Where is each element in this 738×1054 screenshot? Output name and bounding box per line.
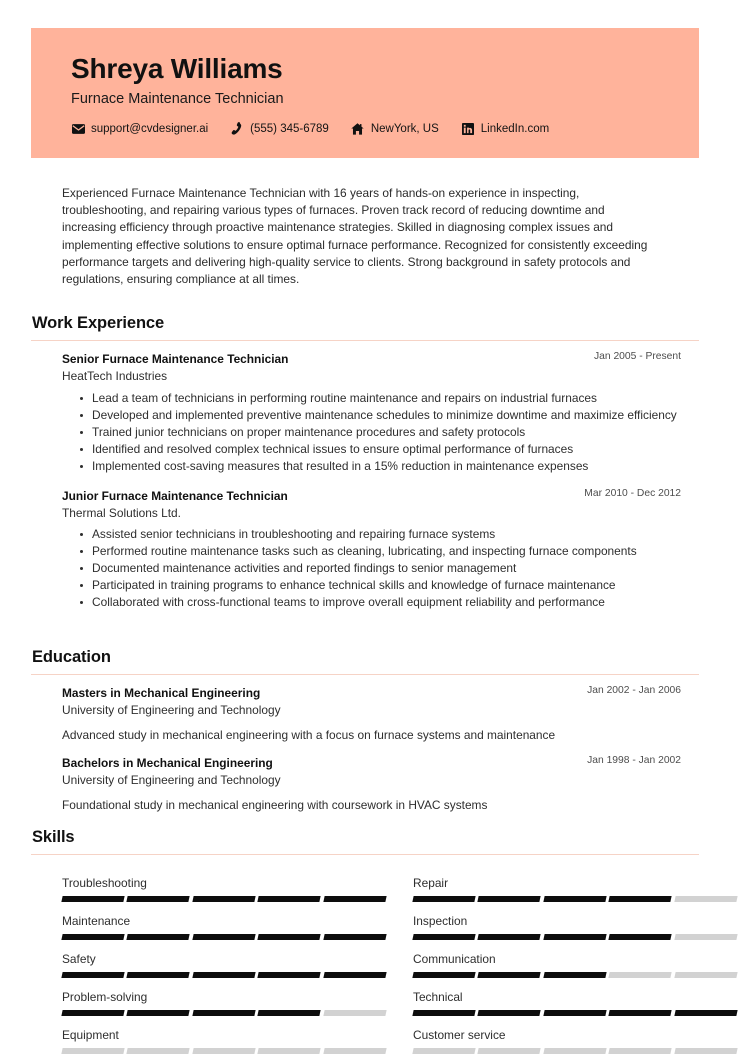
contact-location-label: NewYork, US: [370, 122, 439, 135]
list-item: Participated in training programs to enhance technical skills and knowledge of furnace maintenance: [80, 577, 699, 594]
education-description: Foundational study in mechanical engineering with coursework in HVAC systems: [62, 797, 488, 812]
skill-rating-bar: [62, 972, 386, 978]
candidate-job-title: Furnace Maintenance Technician: [71, 90, 284, 107]
phone-icon: [230, 122, 244, 135]
skill-rating-segment: [478, 1048, 542, 1054]
education-school: University of Engineering and Technology: [62, 773, 281, 787]
skill-rating-segment: [192, 896, 256, 902]
education-entry: [31, 754, 699, 813]
work-entry-head: [62, 350, 699, 368]
work-entry-bullets: [62, 526, 699, 611]
skill-item: [62, 864, 386, 902]
skill-rating-segment: [609, 1048, 673, 1054]
skill-rating-segment: [412, 1010, 476, 1016]
skill-rating-segment: [609, 972, 673, 978]
contact-location[interactable]: [351, 122, 439, 135]
work-entry-role: Senior Furnace Maintenance Technician: [62, 352, 289, 366]
skill-rating-segment: [543, 972, 607, 978]
skill-rating-segment: [192, 1010, 256, 1016]
skill-rating-segment: [543, 1048, 607, 1054]
education-entry-head: [62, 684, 699, 702]
skill-rating-segment: [323, 1010, 387, 1016]
work-entry-role: Junior Furnace Maintenance Technician: [62, 488, 288, 503]
contact-row: [71, 122, 699, 135]
skill-rating-bar: [413, 934, 737, 940]
skills-grid: [31, 864, 699, 1054]
section-divider: [31, 854, 699, 855]
list-item: Documented maintenance activities and reported findings to senior management: [80, 560, 699, 577]
candidate-name: Shreya Williams: [71, 53, 283, 84]
education-entry-head: [62, 754, 699, 772]
skill-item: [62, 1016, 386, 1054]
resume-header: [31, 28, 699, 158]
skill-rating-segment: [192, 972, 256, 978]
skill-item: [62, 940, 386, 978]
skill-rating-segment: [192, 1048, 256, 1054]
work-entry: [31, 350, 699, 475]
education-school: University of Engineering and Technology: [62, 703, 281, 717]
skill-label: Safety: [62, 952, 96, 966]
skill-rating-segment: [543, 1010, 607, 1016]
work-entry-date: Mar 2010 - Dec 2012: [584, 487, 681, 499]
professional-summary: Experienced Furnace Maintenance Technician with 16 years of hands-on experience in inspecting, troubleshooting, and repairing various types of furnaces. Proven track record of reducing downtime and increasing efficiency through proactive maintenance strategies. Skilled in diagnosing complex issues and implementing effective solutions to ensure optimal furnace performance. Recognized for consistently exceeding performance targets and delivering high-quality service to clients. Strong background in safety protocols and regulations, ensuring compliance at all times.: [62, 186, 648, 287]
skill-rating-segment: [412, 972, 476, 978]
education-entry: [31, 684, 699, 743]
list-item: Developed and implemented preventive maintenance schedules to minimize downtime and maximize efficiency: [80, 407, 699, 424]
skill-rating-segment: [609, 934, 673, 940]
education-heading: Education: [32, 648, 111, 666]
section-skills: [31, 828, 699, 1054]
skill-rating-segment: [323, 934, 387, 940]
skill-label: Communication: [413, 952, 496, 966]
skill-rating-bar: [413, 1010, 737, 1016]
skill-rating-bar: [413, 1048, 737, 1054]
skill-rating-bar: [62, 896, 386, 902]
skill-rating-segment: [127, 896, 191, 902]
work-entry-company: Thermal Solutions Ltd.: [62, 505, 181, 520]
skill-label: Inspection: [413, 914, 468, 928]
skill-rating-segment: [61, 896, 125, 902]
skill-label: Equipment: [62, 1028, 119, 1042]
list-item: Collaborated with cross-functional teams to improve overall equipment reliability and performance: [80, 594, 699, 611]
skill-rating-segment: [61, 972, 125, 978]
education-degree: Bachelors in Mechanical Engineering: [62, 756, 273, 770]
envelope-icon: [71, 122, 85, 135]
skill-rating-segment: [543, 896, 607, 902]
skill-rating-segment: [323, 896, 387, 902]
home-icon: [351, 122, 365, 135]
contact-phone[interactable]: [230, 122, 329, 135]
skill-label: Customer service: [413, 1028, 506, 1042]
skill-item: [413, 864, 737, 902]
skill-item: [62, 978, 386, 1016]
contact-phone-label: (555) 345-6789: [250, 122, 329, 135]
skill-label: Troubleshooting: [62, 876, 147, 890]
skill-rating-segment: [258, 972, 322, 978]
skill-rating-segment: [258, 896, 322, 902]
skills-heading: Skills: [32, 828, 75, 846]
skill-label: Repair: [413, 876, 449, 890]
skill-rating-bar: [62, 1048, 386, 1054]
skill-item: [62, 902, 386, 940]
skill-rating-segment: [609, 1010, 673, 1016]
list-item: Performed routine maintenance tasks such as cleaning, lubricating, and inspecting furnace components: [80, 543, 699, 560]
skill-rating-segment: [674, 972, 738, 978]
skill-rating-bar: [62, 1010, 386, 1016]
skill-item: [413, 1016, 737, 1054]
skill-rating-segment: [478, 972, 542, 978]
list-item: Implemented cost-saving measures that resulted in a 15% reduction in maintenance expenses: [80, 458, 699, 475]
skill-rating-segment: [258, 1010, 322, 1016]
skill-rating-segment: [478, 1010, 542, 1016]
work-entry-head: [62, 487, 699, 505]
skill-rating-segment: [61, 1048, 125, 1054]
work-experience-heading: Work Experience: [32, 314, 165, 332]
work-entry: [31, 487, 699, 612]
skill-rating-segment: [258, 934, 322, 940]
skill-rating-segment: [127, 934, 191, 940]
section-divider: [31, 674, 699, 675]
skill-rating-segment: [478, 896, 542, 902]
skill-rating-segment: [674, 1048, 738, 1054]
skill-rating-segment: [412, 934, 476, 940]
skill-rating-segment: [127, 1010, 191, 1016]
skill-rating-segment: [478, 934, 542, 940]
skill-rating-segment: [127, 972, 191, 978]
work-entry-company: HeatTech Industries: [62, 369, 168, 383]
contact-email-label: support@cvdesigner.ai: [91, 122, 209, 135]
skill-rating-segment: [61, 1010, 125, 1016]
skill-rating-segment: [674, 896, 738, 902]
skill-rating-segment: [674, 934, 738, 940]
contact-linkedin[interactable]: [461, 122, 549, 135]
list-item: Lead a team of technicians in performing routine maintenance and repairs on industrial furnaces: [80, 390, 699, 407]
education-degree: Masters in Mechanical Engineering: [62, 686, 261, 700]
work-entry-bullets: [62, 390, 699, 475]
skill-rating-segment: [127, 1048, 191, 1054]
list-item: Assisted senior technicians in troubleshooting and repairing furnace systems: [80, 526, 699, 543]
skill-rating-segment: [323, 972, 387, 978]
education-date: Jan 2002 - Jan 2006: [587, 685, 681, 696]
skill-item: [413, 940, 737, 978]
skill-rating-segment: [674, 1010, 738, 1016]
skill-rating-segment: [412, 1048, 476, 1054]
linkedin-icon: [461, 122, 475, 135]
skill-rating-bar: [62, 934, 386, 940]
contact-linkedin-label: LinkedIn.com: [480, 122, 550, 135]
education-date: Jan 1998 - Jan 2002: [587, 755, 681, 766]
list-item: Trained junior technicians on proper maintenance procedures and safety protocols: [80, 424, 699, 441]
work-entry-date: Jan 2005 - Present: [593, 351, 681, 362]
skill-rating-segment: [61, 934, 125, 940]
section-education: [31, 648, 699, 813]
skill-rating-bar: [413, 972, 737, 978]
skill-rating-segment: [258, 1048, 322, 1054]
contact-email[interactable]: [71, 122, 208, 135]
skill-rating-segment: [192, 934, 256, 940]
skill-label: Technical: [413, 990, 463, 1004]
education-description: Advanced study in mechanical engineering with a focus on furnace systems and maintenance: [62, 727, 556, 742]
skill-item: [413, 978, 737, 1016]
section-divider: [31, 340, 699, 341]
skill-label: Maintenance: [62, 914, 131, 928]
list-item: Identified and resolved complex technical issues to ensure optimal performance of furnaces: [80, 441, 699, 458]
skill-item: [413, 902, 737, 940]
skill-label: Problem-solving: [62, 990, 148, 1004]
skill-rating-segment: [323, 1048, 387, 1054]
skill-rating-segment: [543, 934, 607, 940]
section-work-experience: [31, 314, 699, 611]
skill-rating-segment: [412, 896, 476, 902]
skill-rating-segment: [609, 896, 673, 902]
skill-rating-bar: [413, 896, 737, 902]
